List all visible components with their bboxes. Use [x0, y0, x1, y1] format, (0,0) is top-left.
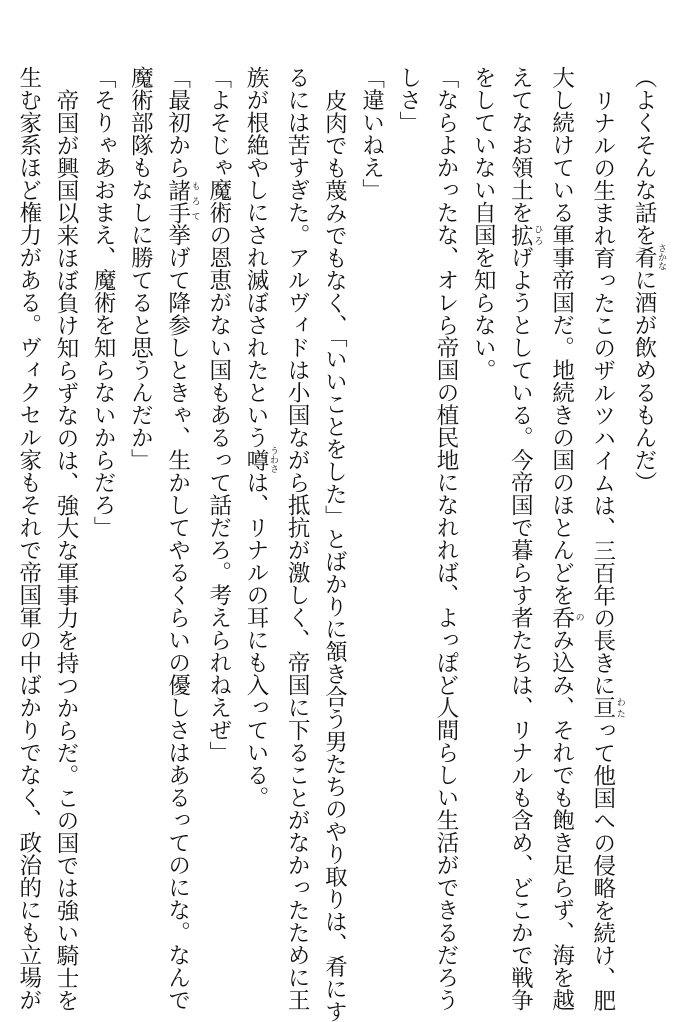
ruby-morote — [164, 178, 200, 224]
ruby-reading: わた — [614, 696, 625, 719]
line-11-text-after: は、リナルの耳にも入っている。 — [242, 471, 269, 809]
line-2-text-after: って他国への侵略を続け、肥 — [589, 718, 616, 1011]
text-line-4 — [501, 66, 543, 1011]
text-line-1 — [625, 66, 666, 956]
ruby-uwasa — [242, 446, 278, 474]
text-line-11 — [237, 66, 278, 956]
ruby-sakana — [631, 243, 666, 271]
ruby-base: 呑 — [548, 606, 575, 629]
ruby-wata — [589, 696, 625, 719]
text-line-3 — [542, 66, 584, 1011]
text-line-7: しさ」 — [395, 66, 422, 134]
text-line-10: るには苦すぎた。アルヴィドは小国ながら抵抗が激しく、帝国に下ることがなかったために王 — [284, 66, 311, 1011]
line-13-text: 「最初から — [164, 66, 191, 179]
text-line-12: 「よそじゃ魔術の恩恵がない国もあるって話だろ。考えられねえぜ」 — [205, 66, 232, 764]
line-11-text: 族が根絶やしにされ滅ぼされたという — [242, 66, 269, 449]
vertical-text-body — [10, 66, 666, 1022]
text-line-15: 「そりゃあおまえ、魔術を知らないからだろ」 — [90, 66, 117, 539]
text-line-6: 「ならよかったな、オレら帝国の植民地になれれば、よっぽど人間らしい生活ができるだろう — [432, 66, 459, 1011]
line-1-text-after: に酒が飲めるもんだ） — [631, 268, 657, 494]
text-line-17: 生む家系ほど権力がある。ヴィクセル家もそれで帝国軍の中ばかりでなく、政治的にも立場が — [15, 66, 42, 1011]
ruby-hiro — [507, 223, 543, 247]
line-3-text-after: み込み、それでも飽き足らず、海を越 — [548, 628, 575, 1011]
ruby-no — [548, 606, 584, 629]
text-line-8: 「違いねえ」 — [358, 66, 385, 201]
ruby-base: 亘 — [589, 696, 616, 719]
text-line-9: 皮肉でも蔑みでもなく、「いいことをした」とばかりに頷き合う男たちのやり取りは、肴にす — [321, 88, 348, 1022]
text-line-14: 魔術部隊もなしに勝てると思うんだか」 — [127, 66, 154, 471]
text-line-5: をしていない自国を知らない。 — [470, 66, 497, 381]
ruby-base: 諸手 — [164, 178, 191, 224]
text-line-2 — [584, 66, 625, 1011]
ruby-base: 拡 — [507, 223, 534, 246]
line-13-text-after: 挙げて降参しときゃ、生かしてやるくらいの優しさはあるってのにな。なんで — [164, 223, 191, 1011]
ruby-reading: の — [573, 606, 584, 629]
ruby-reading: ひろ — [532, 223, 543, 246]
ruby-base: 肴 — [631, 243, 657, 271]
ruby-reading: うわさ — [267, 446, 278, 474]
ruby-base: 噂 — [242, 446, 269, 474]
line-1-text: （よくそんな話を — [631, 66, 657, 246]
text-line-16: 帝国が興国以来ほぼ負け知らずなのは、強大な軍事力を持つからだ。この国では強い騎士を — [52, 88, 79, 1011]
line-2-text: リナルの生まれ育ったこのザルツハイムは、三百年の長きに — [589, 88, 616, 696]
ruby-reading: さかな — [656, 243, 666, 271]
text-line-13 — [158, 66, 200, 1011]
line-4-text-after: げようとしている。今帝国で暮らす者たちは、リナルも含め、どこかで戦争 — [507, 246, 534, 1011]
line-3-text: 大し続けている軍事帝国だ。地続きの国のほとんどを — [548, 66, 575, 606]
ruby-reading: もろて — [189, 178, 200, 224]
line-4-text: えてなお領土を — [507, 66, 534, 224]
